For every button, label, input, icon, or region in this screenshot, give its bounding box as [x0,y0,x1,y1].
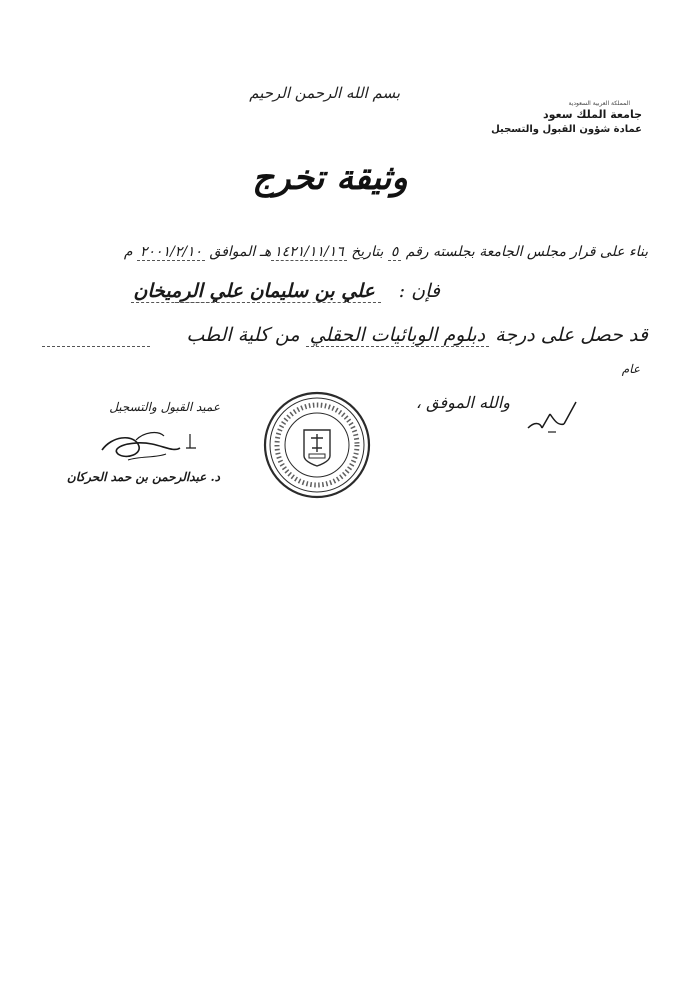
basmala: بسم الله الرحمن الرحيم [249,84,400,102]
date-label: بتاريخ [351,244,384,260]
gregorian-date: ٢٠٠١/٢/١٠ [137,244,205,261]
degree-name: دبلوم الوبائيات الحقلي [306,324,489,347]
handwritten-signature [40,414,220,474]
college-prefix: من كلية الطب [186,324,300,346]
recipient-name: علي بن سليمان علي الرميخان [131,280,380,303]
kingdom-label: المملكة العربية السعودية [568,100,630,107]
recipient-label: فإن : [398,280,440,302]
handwritten-initial [520,396,590,436]
document-title: وثيقة تخرج [252,158,408,198]
department-name: عمادة شؤون القبول والتسجيل [491,123,642,135]
institution-header [491,100,642,136]
extra-note: عام [621,362,640,376]
dotted-fill-line [42,346,150,347]
recipient-line [131,280,440,302]
decision-line [124,244,648,260]
session-number: ٥ [388,244,402,261]
gregorian-suffix: م [123,244,133,260]
decision-prefix: بناء على قرار مجلس الجامعة بجلسته رقم [405,244,648,260]
closing-phrase: والله الموفق ، [415,393,510,412]
degree-line [186,324,648,346]
university-name: جامعة الملك سعود [543,108,642,122]
university-seal-stamp [262,390,372,500]
dotted-fill-line [175,302,245,303]
signatory-title: عميد القبول والتسجيل [109,400,220,414]
hijri-date: ١٤٢١/١١/١٦ [271,244,347,261]
degree-prefix: قد حصل على درجة [495,324,648,346]
hijri-suffix: هـ الموافق [209,244,272,260]
signatory-name: د. عبدالرحمن بن حمد الحركان [66,470,220,484]
